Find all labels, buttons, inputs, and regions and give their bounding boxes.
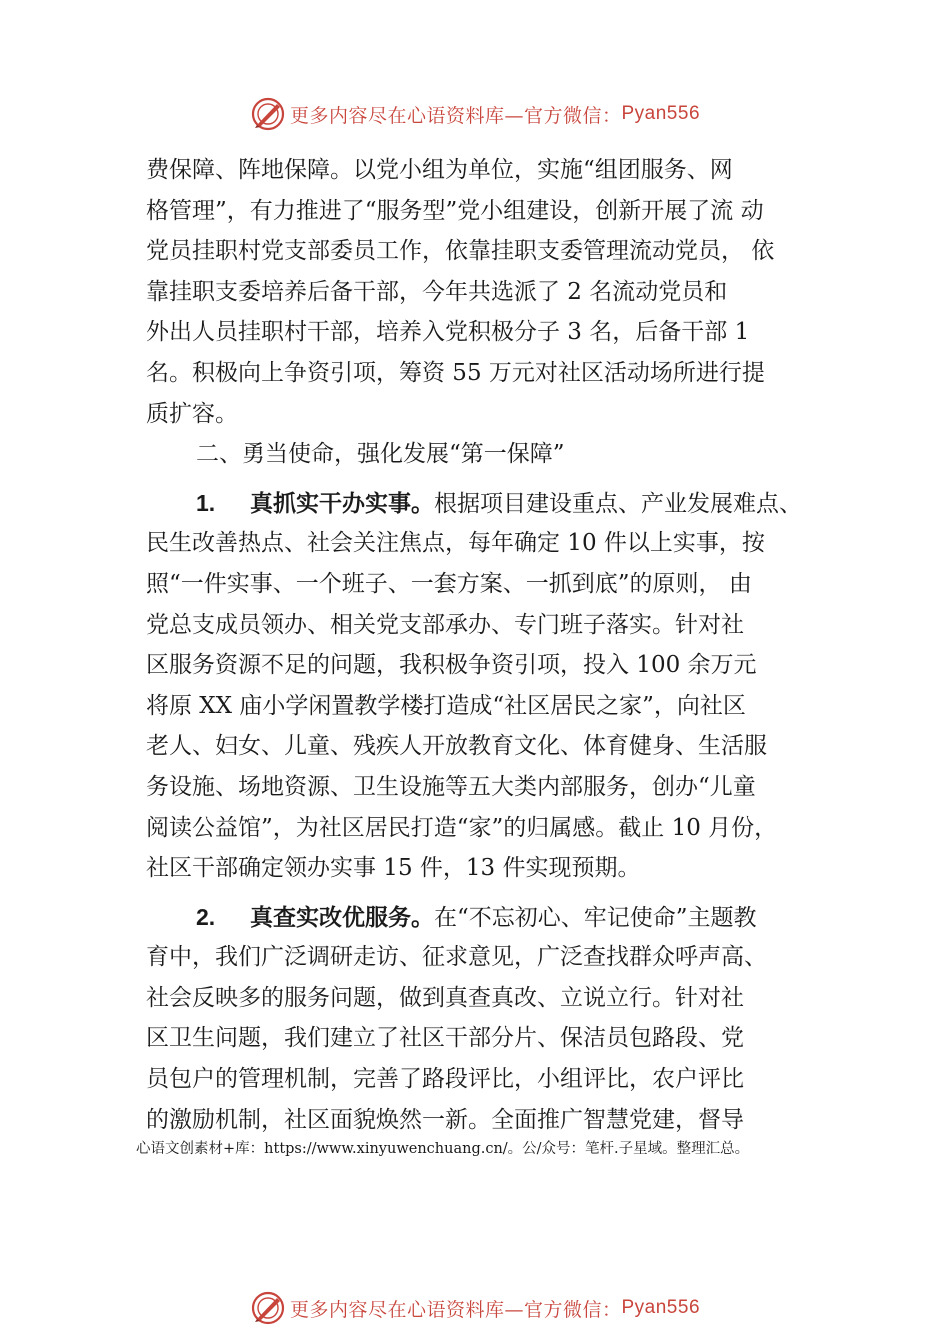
text-line: 格管理”，有力推进了“服务型”党小组建设，创新开展了流 动 xyxy=(146,197,764,224)
text-line: 民生改善热点、社会关注焦点，每年确定 10 件以上实事，按 xyxy=(146,530,765,557)
header-banner xyxy=(0,94,950,134)
text-line: 社区干部确定领办实事 15 件，13 件实现预期。 xyxy=(146,855,641,882)
text-line: 阅读公益馆”，为社区居民打造“家”的归属感。截止 10 月份， xyxy=(146,814,778,841)
item-1-number: 1. xyxy=(196,489,216,516)
text-line: 外出人员挂职村干部，培养入党积极分子 3 名，后备干部 1 xyxy=(146,319,750,346)
pen-logo-icon xyxy=(250,1290,286,1326)
text-line: 名。积极向上争资引项，筹资 55 万元对社区活动场所进行提 xyxy=(146,359,765,386)
item-2-number: 2. xyxy=(196,903,216,930)
item-2-title: 真查实改优服务。 xyxy=(250,904,434,931)
banner-text: 更多内容尽在心语资料库—官方微信： xyxy=(289,1298,622,1321)
text-line: 质扩容。 xyxy=(146,400,238,427)
pen-logo-icon xyxy=(250,96,286,132)
text-line: 党员挂职村党支部委员工作，依靠挂职支委管理流动党员， 依 xyxy=(146,238,775,265)
text-line: 将原 XX 庙小学闲置教学楼打造成“社区居民之家”，向社区 xyxy=(146,692,746,719)
footer-banner xyxy=(0,1288,950,1328)
text-line: 党总支成员领办、相关党支部承办、专门班子落实。针对社 xyxy=(146,611,744,638)
document-body xyxy=(146,150,836,1140)
item-2-text: 在“不忘初心、牢记使命”主题教 xyxy=(434,904,757,931)
footer-note: 心语文创素材+库：https://www.xinyuwenchuang.cn/。公/众号：笔杆.子星域。整理汇总。 xyxy=(136,1141,750,1157)
text-line: 费保障、阵地保障。以党小组为单位，实施“组团服务、网 xyxy=(146,157,733,183)
text-line: 育中，我们广泛调研走访、征求意见，广泛查找群众呼声高、 xyxy=(146,944,767,971)
banner-wechat-id: Pyan556 xyxy=(621,103,701,124)
text-line: 区服务资源不足的问题，我积极争资引项，投入 100 余万元 xyxy=(146,652,757,679)
item-2-first-line xyxy=(146,897,836,938)
banner-wechat-id: Pyan556 xyxy=(621,1297,701,1318)
text-line: 靠挂职支委培养后备干部，今年共选派了 2 名流动党员和 xyxy=(146,278,728,305)
section-heading: 二、勇当使命，强化发展“第一保障” xyxy=(196,441,565,468)
text-line: 务设施、场地资源、卫生设施等五大类内部服务，创办“儿童 xyxy=(146,773,756,800)
text-line: 老人、妇女、儿童、残疾人开放教育文化、体育健身、生活服 xyxy=(146,733,767,760)
item-1-text: 根据项目建设重点、产业发展难点、 xyxy=(434,490,802,517)
item-1-title: 真抓实干办实事。 xyxy=(250,490,434,517)
item-1-first-line xyxy=(146,483,836,524)
text-line: 社会反映多的服务问题，做到真查真改、立说立行。针对社 xyxy=(146,984,744,1011)
banner-text: 更多内容尽在心语资料库—官方微信： xyxy=(289,104,622,127)
text-line: 员包户的管理机制，完善了路段评比，小组评比，农户评比 xyxy=(146,1066,744,1093)
text-line: 的激励机制，社区面貌焕然一新。全面推广智慧党建，督导 xyxy=(146,1106,744,1133)
text-line: 区卫生问题，我们建立了社区干部分片、保洁员包路段、党 xyxy=(146,1025,744,1052)
text-line: 照“一件实事、一个班子、一套方案、一抓到底”的原则， 由 xyxy=(146,570,752,597)
